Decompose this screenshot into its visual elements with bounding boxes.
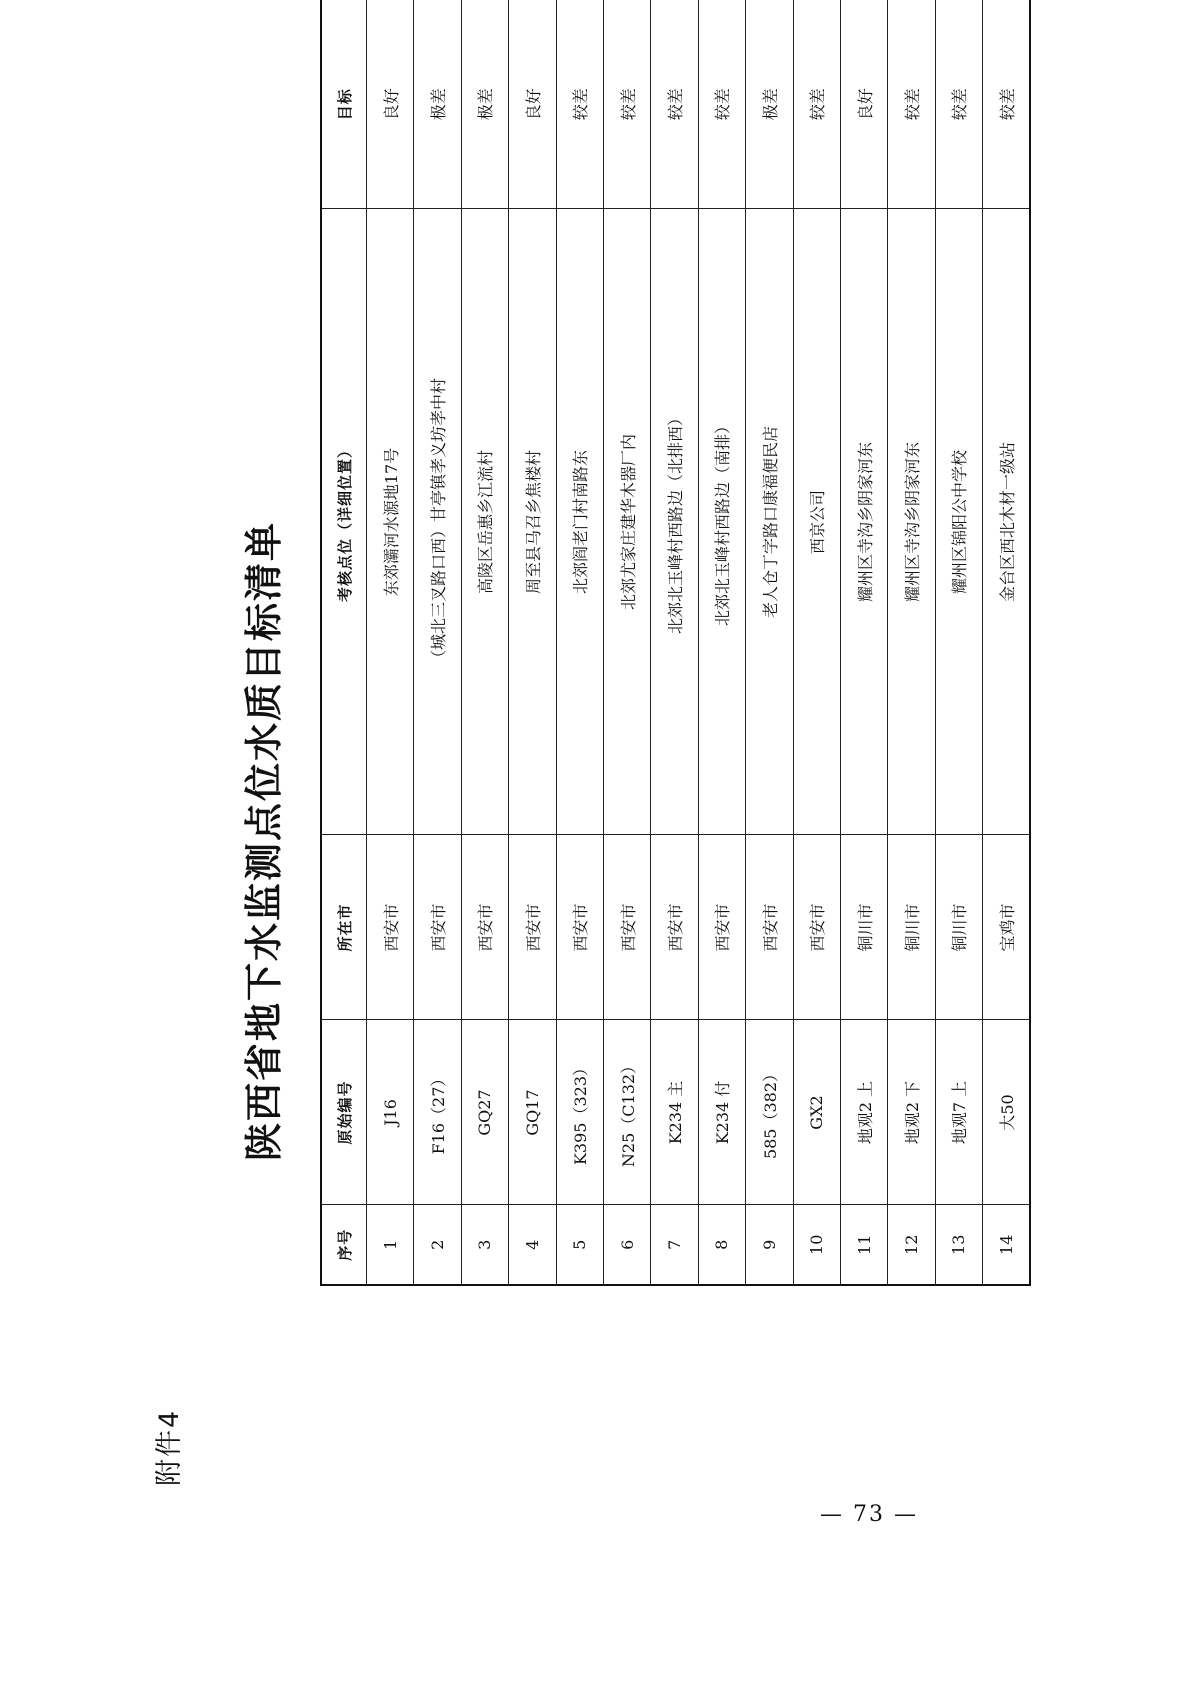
cell-city: 西安市 <box>603 835 650 1020</box>
cell-city: 铜川市 <box>935 835 982 1020</box>
page-number: — 73 — <box>820 1502 918 1527</box>
table-row <box>603 0 650 1285</box>
cell-original-code: J16 <box>367 1020 414 1205</box>
cell-serial: 13 <box>935 1205 982 1285</box>
cell-serial: 12 <box>888 1205 935 1285</box>
cell-serial: 2 <box>414 1205 461 1285</box>
cell-original-code: GQ27 <box>461 1020 508 1205</box>
table-row <box>935 0 982 1285</box>
cell-city: 西安市 <box>367 835 414 1020</box>
cell-serial: 9 <box>746 1205 793 1285</box>
cell-original-code: 585（382） <box>746 1020 793 1205</box>
table-row <box>746 0 793 1285</box>
cell-location: 金台区西北木材一级站 <box>983 209 1031 835</box>
cell-target: 极差 <box>461 0 508 209</box>
cell-location: 北郊尤家庄建华木器厂内 <box>603 209 650 835</box>
cell-location: 高陵区岳惠乡江流村 <box>461 209 508 835</box>
cell-target: 较差 <box>651 0 698 209</box>
cell-original-code: K234 主 <box>651 1020 698 1205</box>
cell-location: 西京公司 <box>793 209 840 835</box>
cell-city: 西安市 <box>556 835 603 1020</box>
cell-location: 老人仓丁字路口康福便民店 <box>746 209 793 835</box>
cell-city: 铜川市 <box>888 835 935 1020</box>
cell-original-code: 地观7 上 <box>935 1020 982 1205</box>
cell-location: 北郊北玉峰村西路边（南排） <box>698 209 745 835</box>
cell-original-code: GX2 <box>793 1020 840 1205</box>
cell-target: 极差 <box>746 0 793 209</box>
cell-location: 耀州区寺沟乡阴家河东 <box>840 209 887 835</box>
cell-serial: 6 <box>603 1205 650 1285</box>
header-original-code: 原始编号 <box>321 1020 367 1205</box>
cell-target: 较差 <box>698 0 745 209</box>
table-row <box>840 0 887 1285</box>
cell-serial: 11 <box>840 1205 887 1285</box>
cell-city: 西安市 <box>509 835 556 1020</box>
table-row <box>461 0 508 1285</box>
cell-serial: 1 <box>367 1205 414 1285</box>
cell-city: 西安市 <box>414 835 461 1020</box>
table-row <box>698 0 745 1285</box>
cell-city: 铜川市 <box>840 835 887 1020</box>
cell-city: 西安市 <box>746 835 793 1020</box>
table-row <box>793 0 840 1285</box>
table-row <box>983 0 1031 1285</box>
cell-location: 耀州区锦阳公中学校 <box>935 209 982 835</box>
table-row <box>651 0 698 1285</box>
header-target: 目标 <box>321 0 367 209</box>
cell-original-code: N25（C132） <box>603 1020 650 1205</box>
table-body <box>367 0 1031 1285</box>
header-city: 所在市 <box>321 835 367 1020</box>
cell-original-code: K395（323） <box>556 1020 603 1205</box>
cell-serial: 7 <box>651 1205 698 1285</box>
cell-serial: 4 <box>509 1205 556 1285</box>
cell-original-code: 大50 <box>983 1020 1031 1205</box>
cell-original-code: 地观2 上 <box>840 1020 887 1205</box>
table-row <box>888 0 935 1285</box>
cell-city: 西安市 <box>461 835 508 1020</box>
cell-target: 较差 <box>888 0 935 209</box>
header-serial: 序号 <box>321 1205 367 1285</box>
cell-city: 西安市 <box>651 835 698 1020</box>
cell-location: 东郊灞河水源地17号 <box>367 209 414 835</box>
cell-location: （城北三叉路口西）甘亭镇孝义坊孝中村 <box>414 209 461 835</box>
cell-serial: 14 <box>983 1205 1031 1285</box>
cell-original-code: K234 付 <box>698 1020 745 1205</box>
cell-serial: 10 <box>793 1205 840 1285</box>
cell-location: 周至县马召乡焦楼村 <box>509 209 556 835</box>
cell-target: 较差 <box>935 0 982 209</box>
table-row <box>414 0 461 1285</box>
cell-target: 良好 <box>840 0 887 209</box>
rotated-page-content <box>150 88 1017 1486</box>
cell-original-code: F16（27） <box>414 1020 461 1205</box>
cell-target: 极差 <box>414 0 461 209</box>
cell-city: 西安市 <box>793 835 840 1020</box>
cell-serial: 5 <box>556 1205 603 1285</box>
table-row <box>367 0 414 1285</box>
table-row <box>556 0 603 1285</box>
cell-city: 西安市 <box>698 835 745 1020</box>
document-title: 陕西省地下水监测点位水质目标清单 <box>241 521 286 1162</box>
water-quality-table <box>320 0 1031 1286</box>
cell-target: 较差 <box>793 0 840 209</box>
header-location: 考核点位（详细位置） <box>321 209 367 835</box>
cell-serial: 3 <box>461 1205 508 1285</box>
cell-target: 较差 <box>556 0 603 209</box>
cell-location: 耀州区寺沟乡阴家河东 <box>888 209 935 835</box>
annex-label: 附件4 <box>154 1408 185 1486</box>
table-header-row <box>321 0 367 1285</box>
cell-target: 良好 <box>509 0 556 209</box>
cell-city: 宝鸡市 <box>983 835 1031 1020</box>
cell-location: 北郊阎老门村南路东 <box>556 209 603 835</box>
cell-target: 良好 <box>367 0 414 209</box>
cell-target: 较差 <box>983 0 1031 209</box>
cell-location: 北郊北玉峰村西路边（北排西） <box>651 209 698 835</box>
cell-original-code: GQ17 <box>509 1020 556 1205</box>
cell-serial: 8 <box>698 1205 745 1285</box>
cell-original-code: 地观2 下 <box>888 1020 935 1205</box>
table-row <box>509 0 556 1285</box>
cell-target: 较差 <box>603 0 650 209</box>
